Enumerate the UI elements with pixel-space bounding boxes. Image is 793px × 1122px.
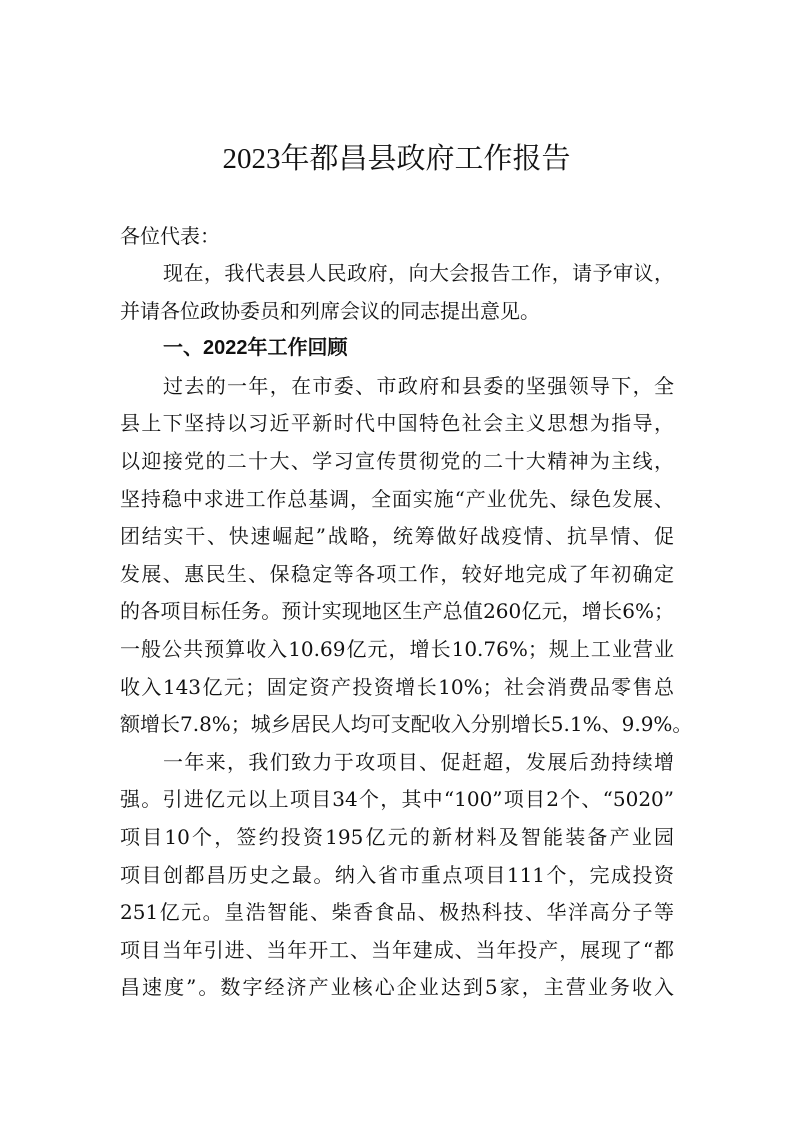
intro-line: 并请各位政协委员和列席会议的同志提出意见。 [120,299,540,323]
paragraph-line: 一年来，我们致力于攻项目、促赶超，发展后劲持续增 [163,750,674,774]
document-title: 2023年都昌县政府工作报告 [222,143,571,175]
paragraph-line: 项目当年引进、当年开工、当年建成、当年投产，展现了“都 [120,938,674,962]
section-heading: 一、2022年工作回顾 [163,337,348,359]
paragraph-line: 项目创都昌历史之最。纳入省市重点项目111个，完成投资 [120,863,674,887]
paragraph-line: 县上下坚持以习近平新时代中国特色社会主义思想为指导， [120,411,674,435]
paragraph-line: 昌速度”。数字经济产业核心企业达到5家，主营业务收入 [120,975,674,999]
paragraph-line: 一般公共预算收入10.69亿元，增长10.76%；规上工业营业 [120,637,674,661]
paragraph-line: 251亿元。皇浩智能、柴香食品、极热科技、华洋高分子等 [120,900,674,924]
intro-line: 现在，我代表县人民政府，向大会报告工作，请予审议， [163,261,674,285]
paragraph-line: 项目10个，签约投资195亿元的新材料及智能装备产业园 [120,825,674,849]
paragraph-line: 额增长7.8%；城乡居民人均可支配收入分别增长5.1%、9.9%。 [120,712,693,736]
paragraph-line: 坚持稳中求进工作总基调，全面实施“产业优先、绿色发展、 [120,487,674,511]
paragraph-line: 团结实干、快速崛起”战略，统筹做好战疫情、抗旱情、促 [120,524,674,548]
paragraph-line: 过去的一年，在市委、市政府和县委的坚强领导下，全 [163,374,674,398]
paragraph-line: 发展、惠民生、保稳定等各项工作，较好地完成了年初确定 [120,562,674,586]
paragraph-line: 的各项目标任务。预计实现地区生产总值260亿元，增长6%； [120,599,674,623]
salutation: 各位代表： [120,224,220,248]
paragraph-line: 以迎接党的二十大、学习宣传贯彻党的二十大精神为主线， [120,449,674,473]
paragraph-line: 强。引进亿元以上项目34个，其中“100”项目2个、“5020” [120,787,674,811]
paragraph-line: 收入143亿元；固定资产投资增长10%；社会消费品零售总 [120,675,674,699]
